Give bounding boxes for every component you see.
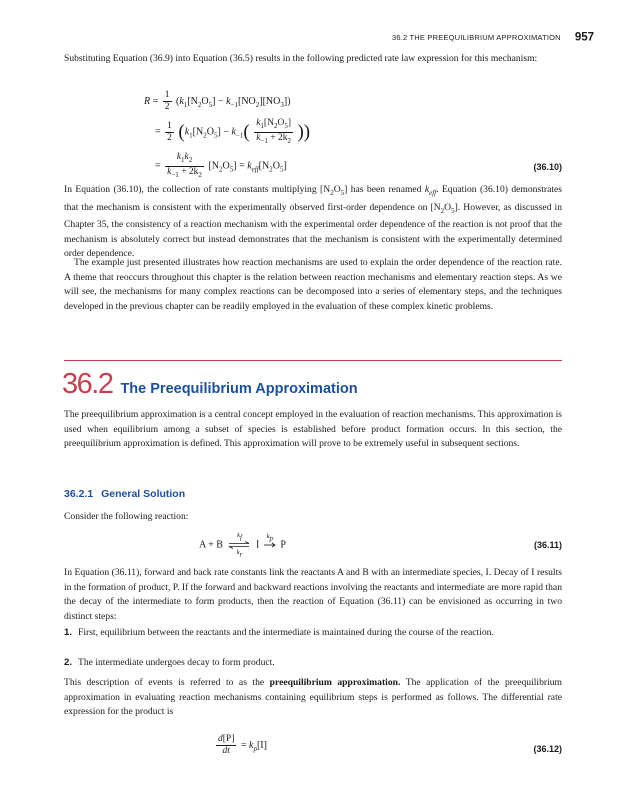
running-head [64,28,594,44]
section-number: 36.2 [62,368,113,400]
section-title: The Preequilibrium Approximation [120,381,358,397]
equation-number-36-11: (36.11) [533,540,562,550]
equation-36-10-line-2: = $\frac{1}{2}$ ($k_1[N_2O_5] - k_{-1}$( $\frac{k_1[N_2O_5]}{k_{-1} + 2k_2}$ )) [155,118,311,145]
intermediate-species: I [255,539,260,551]
equation-36-11 [64,532,562,558]
fraction-dp-dt: $\frac{d[P]}{dt}$ [218,734,235,756]
paragraph-two-steps: In Equation (36.11), forward and back rate constants link the reactants A and B with an intermediate species, I. Decay of I results in the formation of product, P. If the forward and backward reactions involving the reactants and intermediate are more rapid than the decay of the intermediate to form products, then the reaction of Equation (36.11) can be envisioned as occurring in two distinct steps: [64,567,562,622]
paragraph-preequilibrium-definition: This description of events is referred to as the preequilibrium approximation. The application of the preequilibrium approximation in evaluating reaction mechanisms containing equilibrium steps is performed as follows. The differential rate expression for the product is [64,677,562,718]
subsection-title: General Solution [101,488,186,500]
product-species: P [280,539,286,551]
reactants: A + B [199,539,223,551]
subsection-heading [64,488,185,500]
equation-number-36-10: (36.10) [533,162,562,172]
fraction-k1-over-sum: $\frac{k_1[N_2O_5]}{k_{-1} + 2k_2}$ [256,118,291,145]
fraction-half-2: $\frac{1}{2}$ [167,120,172,143]
intro-paragraph [64,52,562,67]
paragraph-mechanism-theme: The example just presented illustrates how reaction mechanisms are used to explain the order dependence of the reaction rate. A theme that reoccurs throughout this chapter is the relation between reaction mechanisms and elementary reaction steps. As we will see, the mechanisms for many complex reactions can be decomposed into a series of elementary steps, and the techniques developed in the previous chapter can be readily employed in the evaluation of these complex kinetic problems. [64,257,562,312]
paragraph-consider: Consider the following reaction: [64,511,189,522]
equation-36-10-line-3: = $\frac{k_1k_2}{k_{-1} + 2k_2}$ $[N_2O_5] = k_{eff}[N_2O_5]$ (36.10) [155,152,562,179]
subsection-number: 36.2.1 [64,488,94,500]
list-item: 1. First, equilibrium between the reactants and the intermediate is maintained during the course of the reaction. [64,627,494,638]
equation-36-10-line-1: R = $\frac{1}{2}$ $(k_1[N_2O_5] - k_{-1}[NO_2][NO_3])$ [144,90,291,112]
paragraph-preequilibrium-intro: The preequilibrium approximation is a central concept employed in the evaluation of reaction mechanisms. This approximation is used when equilibrium among a subset of species is established before product formation occurs. In this section, the preequilibrium approximation is defined. This approximation will prove to be extremely useful in subsequent sections. [64,409,562,450]
paragraph-keff-rename: In Equation (36.10), the collection of rate constants multiplying $[N_2O_5]$ has been renamed $k_{eff}$. Equation (36.10) demonstrates that the mechanism is consistent with the experimentally observed first-order dependence on $[N_2O_5]$. However, as discussed in Chapter 35, the consistency of a reaction mechanism with the experimental order dependence of the reaction is not proof that the mechanism is absolutely correct but instead demonstrates that the mechanism is consistent with the experimentally determined order dependence. [64,184,562,260]
running-head-title: 36.2 THE PREEQUILIBRIUM APPROXIMATION [391,32,561,42]
list-item: 2. The intermediate undergoes decay to form product. [64,657,275,668]
equation-number-36-12: (36.12) [533,744,562,754]
equilibrium-arrow-icon: $k_f$ $k_r$ [228,536,250,554]
fraction-k1k2-over-sum: $\frac{k_1k_2}{k_{-1} + 2k_2}$ [167,152,202,179]
equation-36-12: $\frac{d[P]}{dt}$ = $k_p[I]$ (36.12) [218,734,562,756]
key-term: preequilibrium approximation. [269,677,401,688]
page-number: 957 [574,31,594,44]
forward-arrow-icon: $k_p$ [264,537,276,553]
fraction-half: $\frac{1}{2}$ [164,90,170,112]
section-divider [64,360,562,361]
rate-symbol: R [144,95,151,107]
section-heading [62,368,358,408]
intro-text: Substituting Equation (36.9) into Equation (36.5) results in the following predicted rate law expression for this mechanism: [64,53,538,64]
